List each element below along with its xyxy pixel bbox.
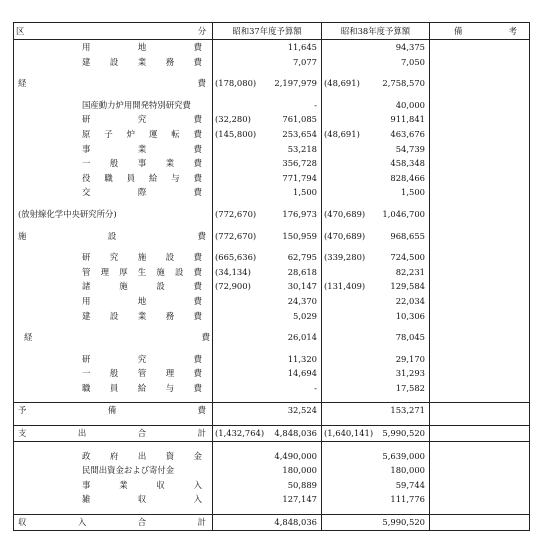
- remarks-cell: [430, 330, 530, 345]
- budget-s37-cell: [213, 478, 322, 493]
- budget-s37-cell: [213, 171, 322, 186]
- budget-s37-cell: [213, 463, 322, 478]
- row-label-cell: [14, 366, 213, 381]
- budget-s38-value: 94,375: [395, 42, 425, 52]
- table-row: [14, 40, 530, 55]
- budget-s37-paren-value: (665,636): [215, 252, 257, 263]
- remarks-cell: [430, 309, 530, 324]
- budget-s38-cell: [322, 55, 430, 70]
- row-label-cell: [14, 515, 213, 531]
- budget-s38-value: 40,000: [395, 99, 425, 110]
- budget-s38-cell: [322, 127, 430, 142]
- budget-s37-value: 176,973: [282, 208, 317, 219]
- row-label: 施 設 費: [18, 230, 206, 241]
- spacer-row: [14, 200, 530, 207]
- budget-s38-value: 5,990,520: [382, 517, 425, 528]
- row-label-cell: [14, 250, 213, 265]
- budget-s37-value: 11,320: [287, 353, 317, 364]
- budget-s38-paren-value: (131,409): [324, 281, 366, 292]
- remarks-cell: [430, 492, 530, 507]
- budget-s37-cell: [213, 98, 322, 113]
- budget-s37-cell: [213, 294, 322, 309]
- row-label-cell: [14, 40, 213, 55]
- row-label-cell: [14, 142, 213, 157]
- budget-s38-cell: [322, 309, 430, 324]
- spacer-row: [14, 418, 530, 426]
- row-label: 事 業 収 入: [82, 479, 202, 490]
- budget-s37-value: 11,645: [287, 42, 317, 52]
- row-label: 経 費: [24, 332, 210, 343]
- table-row: [14, 330, 530, 345]
- row-label-cell: [14, 229, 213, 244]
- budget-s37-paren-value: (34,134): [215, 266, 251, 277]
- budget-s37-value: -: [314, 382, 317, 393]
- budget-s38-paren-value: (470,689): [324, 208, 366, 219]
- budget-s37-cell: [213, 403, 322, 418]
- budget-s37-cell: [213, 112, 322, 127]
- budget-s37-paren-value: (145,800): [215, 128, 257, 139]
- row-label: 国産動力炉用開発特別研究費: [82, 99, 191, 110]
- budget-s37-value: 771,794: [282, 172, 317, 183]
- budget-s38-cell: [322, 515, 430, 531]
- budget-s37-cell: [213, 250, 322, 265]
- row-label: 管 理 厚 生 施 設 費: [82, 266, 202, 277]
- budget-s38-value: 153,271: [390, 405, 425, 416]
- row-label-cell: [14, 352, 213, 367]
- remarks-cell: [430, 478, 530, 493]
- table-row: [14, 463, 530, 478]
- row-label-cell: [14, 265, 213, 280]
- row-label-cell: [14, 330, 213, 345]
- budget-s38-cell: [322, 279, 430, 294]
- budget-s38-value: 5,639,000: [382, 450, 425, 461]
- table-row: [14, 250, 530, 265]
- budget-s37-cell: [213, 426, 322, 442]
- header-category-end: 分: [197, 26, 207, 36]
- table-row: [14, 76, 530, 91]
- budget-s38-value: 22,034: [395, 295, 425, 306]
- table-row: [14, 449, 530, 464]
- header-remarks-end: 考: [508, 26, 517, 36]
- budget-s38-cell: [322, 40, 430, 55]
- header-remarks: [430, 23, 530, 40]
- budget-s38-cell: [322, 426, 430, 442]
- row-label: 事 業 費: [82, 143, 202, 154]
- row-label: 建 設 業 務 費: [82, 310, 202, 321]
- budget-s37-cell: [213, 330, 322, 345]
- remarks-cell: [430, 265, 530, 280]
- budget-s37-value: 24,370: [287, 295, 317, 306]
- budget-s37-paren-value: (178,080): [215, 78, 257, 89]
- budget-s37-value: 4,848,036: [274, 428, 317, 439]
- budget-s38-cell: [322, 265, 430, 280]
- row-label-cell: [14, 403, 213, 418]
- budget-s38-cell: [322, 229, 430, 244]
- row-label-cell: [14, 207, 213, 222]
- table-row: [14, 352, 530, 367]
- budget-s37-cell: [213, 381, 322, 396]
- remarks-cell: [430, 381, 530, 396]
- budget-s37-value: 150,959: [282, 230, 317, 241]
- row-label-cell: [14, 279, 213, 294]
- budget-s37-value: 32,524: [287, 405, 317, 416]
- budget-s37-cell: [213, 449, 322, 464]
- budget-s38-value: 1,500: [401, 187, 425, 198]
- table-header: [14, 23, 530, 40]
- row-label: 民間出資金および寄付金: [82, 465, 175, 476]
- budget-s37-paren-value: (772,670): [215, 208, 257, 219]
- spacer-row: [14, 507, 530, 515]
- row-label: 予 備 費: [18, 405, 206, 416]
- budget-s38-value: 968,655: [390, 230, 425, 241]
- row-label-cell: [14, 449, 213, 464]
- remarks-cell: [430, 76, 530, 91]
- row-label-cell: [14, 112, 213, 127]
- row-label: 職 員 給 与 費: [82, 382, 202, 393]
- remarks-cell: [430, 98, 530, 113]
- budget-s37-cell: [213, 352, 322, 367]
- budget-s37-value: 26,014: [287, 332, 317, 343]
- row-label: 収 入 合 計: [18, 517, 206, 528]
- budget-s37-cell: [213, 76, 322, 91]
- row-label-cell: [14, 381, 213, 396]
- budget-s37-value: 180,000: [282, 465, 317, 476]
- budget-s38-value: 911,841: [390, 114, 425, 125]
- budget-s37-value: 28,618: [287, 266, 317, 277]
- budget-s38-cell: [322, 492, 430, 507]
- budget-s37-cell: [213, 366, 322, 381]
- remarks-cell: [430, 112, 530, 127]
- budget-s38-cell: [322, 366, 430, 381]
- row-label: (放射線化学中央研究所分): [18, 208, 117, 219]
- budget-s37-paren-value: (32,280): [215, 114, 251, 125]
- budget-s37-cell: [213, 156, 322, 171]
- budget-s37-value: 50,889: [287, 479, 317, 490]
- budget-table: [13, 22, 530, 531]
- budget-s38-cell: [322, 463, 430, 478]
- row-label-cell: [14, 98, 213, 113]
- budget-s38-cell: [322, 171, 430, 186]
- row-label-cell: [14, 55, 213, 70]
- remarks-cell: [430, 449, 530, 464]
- budget-s38-value: 5,990,520: [382, 428, 425, 439]
- remarks-cell: [430, 426, 530, 442]
- table-row: [14, 185, 530, 200]
- budget-s38-cell: [322, 207, 430, 222]
- row-label: 役 職 員 給 与 費: [82, 172, 202, 183]
- table-row: [14, 171, 530, 186]
- table-row: [14, 156, 530, 171]
- header-category: [14, 23, 213, 40]
- spacer-row: [14, 345, 530, 352]
- table-row: [14, 207, 530, 222]
- budget-s38-value: 59,744: [395, 479, 425, 490]
- budget-s37-value: 2,197,979: [274, 78, 317, 89]
- header-remarks-start: 備: [454, 26, 463, 36]
- budget-s37-cell: [213, 127, 322, 142]
- table-row: [14, 381, 530, 396]
- budget-s38-cell: [322, 449, 430, 464]
- budget-s38-value: 180,000: [390, 465, 425, 476]
- table-row: [14, 98, 530, 113]
- budget-s38-cell: [322, 98, 430, 113]
- budget-s38-cell: [322, 156, 430, 171]
- remarks-cell: [430, 463, 530, 478]
- remarks-cell: [430, 207, 530, 222]
- budget-s38-value: 458,348: [390, 158, 425, 169]
- remarks-cell: [430, 185, 530, 200]
- header-budget-s37: 昭和37年度予算額: [213, 23, 322, 40]
- budget-s38-cell: [322, 142, 430, 157]
- budget-s37-cell: [213, 279, 322, 294]
- budget-s38-value: 463,676: [390, 128, 425, 139]
- table-row: [14, 478, 530, 493]
- budget-s37-cell: [213, 492, 322, 507]
- budget-s37-value: 7,077: [293, 56, 317, 67]
- budget-s37-cell: [213, 229, 322, 244]
- budget-s38-cell: [322, 330, 430, 345]
- budget-s38-value: 2,758,570: [382, 78, 425, 89]
- remarks-cell: [430, 171, 530, 186]
- budget-s37-value: 62,795: [287, 252, 317, 263]
- spacer-row: [14, 222, 530, 229]
- row-label: 建 設 業 務 費: [82, 56, 202, 67]
- row-label-cell: [14, 309, 213, 324]
- budget-s38-value: 828,466: [390, 172, 425, 183]
- budget-s37-value: 14,694: [287, 368, 317, 379]
- budget-s37-cell: [213, 207, 322, 222]
- budget-s37-paren-value: (1,432,764): [215, 428, 265, 439]
- header-category-start: 区: [16, 26, 26, 36]
- budget-s37-value: 5,029: [293, 310, 317, 321]
- budget-s38-value: 7,050: [401, 56, 425, 67]
- table-row: [14, 515, 530, 531]
- budget-s37-cell: [213, 55, 322, 70]
- budget-s38-paren-value: (48,691): [324, 128, 360, 139]
- row-label-cell: [14, 171, 213, 186]
- spacer-row: [14, 91, 530, 98]
- budget-s37-value: -: [314, 99, 317, 110]
- budget-s37-value: 253,654: [282, 128, 317, 139]
- table-row: [14, 112, 530, 127]
- table-row: [14, 366, 530, 381]
- row-label-cell: [14, 185, 213, 200]
- budget-s38-cell: [322, 250, 430, 265]
- row-label: 交 際 費: [82, 187, 202, 198]
- remarks-cell: [430, 250, 530, 265]
- budget-s38-value: 78,045: [395, 332, 425, 343]
- spacer-row: [14, 243, 530, 250]
- budget-s37-value: 30,147: [287, 281, 317, 292]
- remarks-cell: [430, 366, 530, 381]
- row-label: 政 府 出 資 金: [82, 450, 202, 461]
- row-label: 諸 施 設 費: [82, 281, 202, 292]
- remarks-cell: [430, 403, 530, 418]
- budget-s38-paren-value: (339,280): [324, 252, 366, 263]
- row-label: 支 出 合 計: [18, 428, 206, 439]
- remarks-cell: [430, 127, 530, 142]
- table-row: [14, 127, 530, 142]
- budget-s38-value: 129,584: [390, 281, 425, 292]
- budget-s37-cell: [213, 185, 322, 200]
- spacer-row: [14, 69, 530, 76]
- budget-s38-cell: [322, 185, 430, 200]
- row-label: 雑 収 入: [82, 494, 202, 505]
- table-row: [14, 403, 530, 418]
- remarks-cell: [430, 352, 530, 367]
- budget-s38-value: 111,776: [390, 494, 425, 505]
- row-label: 経 費: [18, 78, 206, 89]
- budget-s38-value: 31,293: [395, 368, 425, 379]
- budget-s38-paren-value: (48,691): [324, 78, 360, 89]
- row-label: 一 般 管 理 費: [82, 368, 202, 379]
- row-label: 研 究 費: [82, 353, 202, 364]
- budget-s38-value: 82,231: [395, 266, 425, 277]
- table-row: [14, 309, 530, 324]
- budget-s37-value: 53,218: [287, 143, 317, 154]
- budget-s38-value: 29,170: [395, 353, 425, 364]
- budget-s37-cell: [213, 515, 322, 531]
- budget-s37-cell: [213, 309, 322, 324]
- table-row: [14, 265, 530, 280]
- budget-s38-cell: [322, 294, 430, 309]
- row-label-cell: [14, 478, 213, 493]
- budget-s37-paren-value: (772,670): [215, 230, 257, 241]
- row-label-cell: [14, 76, 213, 91]
- header-budget-s38: 昭和38年度予算額: [322, 23, 430, 40]
- table-row: [14, 279, 530, 294]
- remarks-cell: [430, 294, 530, 309]
- budget-s38-value: 1,046,700: [382, 208, 425, 219]
- budget-s38-cell: [322, 112, 430, 127]
- budget-s37-paren-value: (72,900): [215, 281, 251, 292]
- budget-s38-cell: [322, 403, 430, 418]
- row-label: 用 地 費: [82, 295, 202, 306]
- row-label-cell: [14, 294, 213, 309]
- table-row: [14, 426, 530, 442]
- budget-s38-cell: [322, 352, 430, 367]
- row-label: 一 般 事 業 費: [82, 158, 202, 169]
- spacer-row: [14, 323, 530, 330]
- remarks-cell: [430, 515, 530, 531]
- table-row: [14, 142, 530, 157]
- budget-s37-value: 4,490,000: [274, 450, 317, 461]
- row-label: 研 究 施 設 費: [82, 252, 202, 263]
- row-label: 原 子 炉 運 転 費: [82, 128, 202, 139]
- budget-s37-value: 127,147: [282, 494, 317, 505]
- remarks-cell: [430, 156, 530, 171]
- row-label-cell: [14, 156, 213, 171]
- row-label: 研 究 費: [82, 114, 202, 125]
- table-row: [14, 294, 530, 309]
- budget-s37-value: 761,085: [282, 114, 317, 125]
- budget-s37-cell: [213, 40, 322, 55]
- budget-s38-paren-value: (1,640,141): [324, 428, 374, 439]
- row-label-cell: [14, 463, 213, 478]
- row-label: 用 地 費: [82, 42, 202, 52]
- remarks-cell: [430, 142, 530, 157]
- row-label-cell: [14, 127, 213, 142]
- budget-s37-value: 1,500: [293, 187, 317, 198]
- budget-s37-value: 356,728: [282, 158, 317, 169]
- table-row: [14, 229, 530, 244]
- remarks-cell: [430, 279, 530, 294]
- budget-s37-cell: [213, 265, 322, 280]
- table-row: [14, 55, 530, 70]
- remarks-cell: [430, 229, 530, 244]
- table-row: [14, 492, 530, 507]
- budget-s37-cell: [213, 142, 322, 157]
- row-label-cell: [14, 426, 213, 442]
- row-label-cell: [14, 492, 213, 507]
- spacer-row: [14, 441, 530, 449]
- budget-s37-value: 4,848,036: [274, 517, 317, 528]
- budget-s38-value: 724,500: [390, 252, 425, 263]
- spacer-row: [14, 395, 530, 403]
- remarks-cell: [430, 55, 530, 70]
- budget-s38-paren-value: (470,689): [324, 230, 366, 241]
- budget-s38-value: 54,739: [395, 143, 425, 154]
- budget-s38-cell: [322, 76, 430, 91]
- budget-s38-cell: [322, 381, 430, 396]
- budget-s38-value: 17,582: [395, 382, 425, 393]
- budget-s38-cell: [322, 478, 430, 493]
- budget-s38-value: 10,306: [395, 310, 425, 321]
- remarks-cell: [430, 40, 530, 55]
